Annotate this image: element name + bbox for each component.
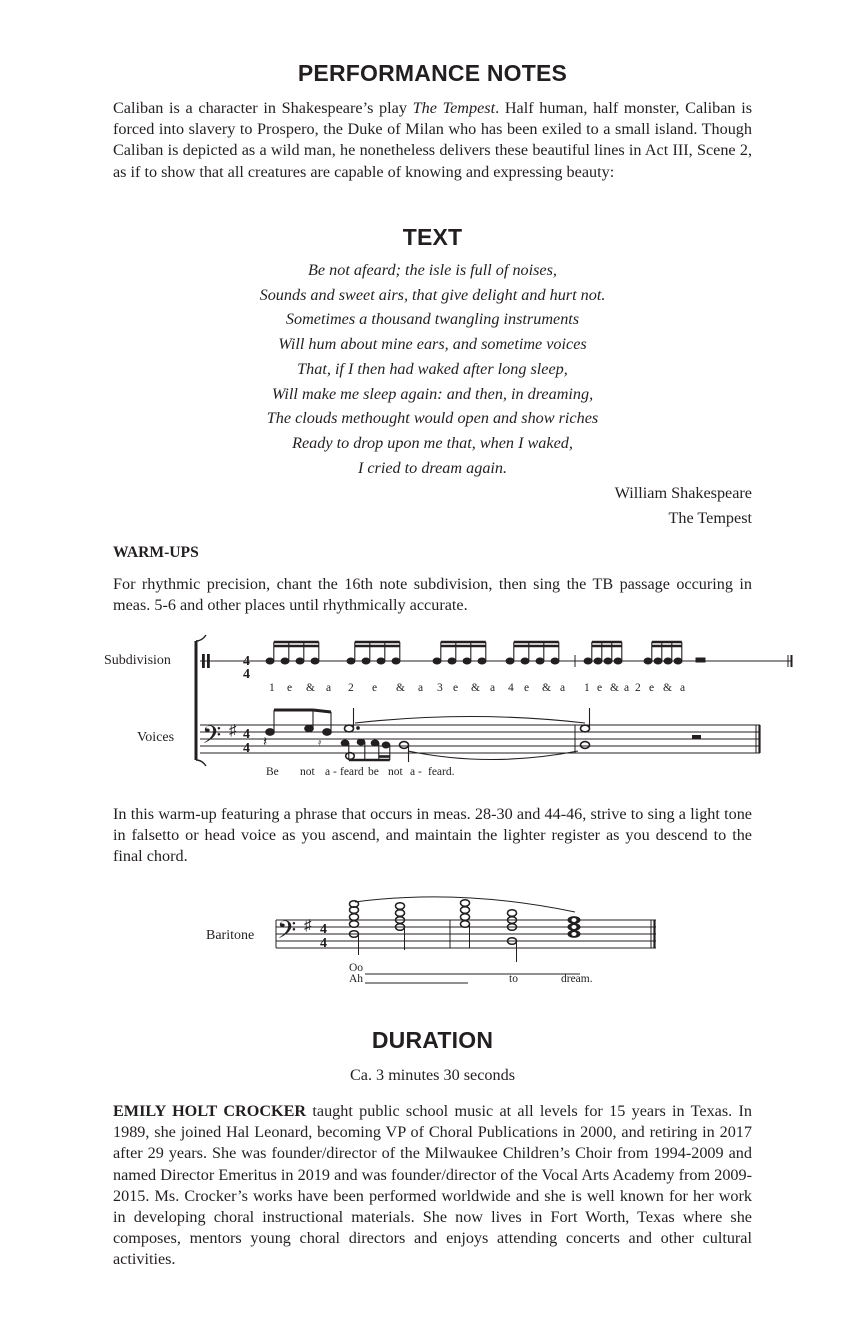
svg-text:𝄿: 𝄿 bbox=[318, 737, 322, 749]
sixteenth-note bbox=[433, 658, 441, 664]
count-syllable: e bbox=[287, 682, 293, 694]
count-syllable: a bbox=[418, 682, 424, 694]
duration-value: Ca. 3 minutes 30 seconds bbox=[349, 1066, 515, 1084]
count-syllable: & bbox=[471, 682, 480, 694]
poem-line: I cried to dream again. bbox=[357, 458, 508, 477]
text-heading: TEXT bbox=[402, 224, 463, 250]
svg-text:4: 4 bbox=[243, 654, 250, 669]
svg-text:𝄢: 𝄢 bbox=[277, 917, 297, 950]
lyric-to: to bbox=[509, 973, 518, 985]
duration-heading: DURATION bbox=[371, 1027, 494, 1053]
staff-label-voices: Voices bbox=[137, 730, 175, 745]
svg-text:4: 4 bbox=[320, 922, 327, 937]
svg-text:4: 4 bbox=[320, 936, 327, 951]
sixteenth-note bbox=[266, 658, 274, 664]
count-syllable: a bbox=[326, 682, 332, 694]
performance-notes-heading: PERFORMANCE NOTES bbox=[297, 60, 568, 86]
lyric-syllable: not bbox=[300, 766, 315, 778]
count-syllable: & bbox=[542, 682, 551, 694]
sixteenth-note bbox=[614, 658, 622, 664]
count-syllable: e bbox=[649, 682, 655, 694]
warmup-score-2 bbox=[0, 890, 864, 990]
sixteenth-note bbox=[521, 658, 529, 664]
count-syllable: a bbox=[490, 682, 496, 694]
count-syllable: a bbox=[680, 682, 686, 694]
lyric-dream: dream. bbox=[561, 973, 593, 985]
sixteenth-note bbox=[594, 658, 602, 664]
poem-line: The clouds methought would open and show riches bbox=[266, 409, 599, 428]
count-syllable: & bbox=[610, 682, 619, 694]
staff-label-baritone: Baritone bbox=[206, 928, 255, 943]
count-syllable: 4 bbox=[508, 682, 514, 694]
sixteenth-note bbox=[347, 658, 355, 664]
svg-text:4: 4 bbox=[243, 727, 250, 742]
play-title: The Tempest bbox=[412, 99, 496, 117]
warmups-heading: WARM-UPS bbox=[113, 544, 199, 561]
lyric-syllable: Be bbox=[266, 766, 279, 778]
count-syllable: a bbox=[560, 682, 566, 694]
bio-name: EMILY HOLT CROCKER bbox=[113, 1102, 307, 1120]
svg-text:4: 4 bbox=[243, 667, 250, 682]
sixteenth-note bbox=[674, 658, 682, 664]
lyric-syllable: feard bbox=[340, 766, 364, 778]
svg-text:4: 4 bbox=[243, 741, 250, 756]
sixteenth-note bbox=[478, 658, 486, 664]
sixteenth-note bbox=[281, 658, 289, 664]
sixteenth-note bbox=[296, 658, 304, 664]
svg-text:𝄢: 𝄢 bbox=[202, 722, 222, 755]
lyric-syllable: a - bbox=[410, 766, 422, 778]
staff-label-subdivision: Subdivision bbox=[104, 653, 171, 668]
sixteenth-note bbox=[392, 658, 400, 664]
lyric-syllable: not bbox=[388, 766, 403, 778]
count-syllable: 2 bbox=[635, 682, 641, 694]
bio-paragraph bbox=[113, 1101, 752, 1271]
poem-line: Will hum about mine ears, and sometime voices bbox=[278, 335, 587, 354]
count-syllable: e bbox=[372, 682, 378, 694]
sixteenth-note bbox=[644, 658, 652, 664]
intro-text-part2: . Half human, half monster, Caliban is forced into slavery to Prospero, the Duke of Milan who has been exiled to a small island. Though Caliban is depicted as a wild man, he nonetheless delivers these beautiful lines in Act III, Scene 2, as if to show that all creatures are capable of knowing and expressing beauty: bbox=[113, 99, 752, 181]
count-syllable: & bbox=[663, 682, 672, 694]
poem-source: The Tempest bbox=[668, 509, 752, 527]
sixteenth-note bbox=[362, 658, 370, 664]
count-syllable: 2 bbox=[348, 682, 354, 694]
sixteenth-note bbox=[536, 658, 544, 664]
warmup-instruction-2: In this warm-up featuring a phrase that occurs in meas. 28-30 and 44-46, strive to sing a light tone in falsetto or head voice as you ascend, and maintain the lighter register as you descend to the final chord. bbox=[113, 805, 752, 866]
sixteenth-note bbox=[506, 658, 514, 664]
poem bbox=[113, 258, 752, 480]
poem-line: Ready to drop upon me that, when I waked, bbox=[292, 433, 573, 452]
poem-line: That, if I then had waked after long sleep, bbox=[297, 359, 568, 378]
half-rest bbox=[696, 658, 705, 662]
lyric-oo: Oo bbox=[349, 962, 364, 974]
sixteenth-note bbox=[377, 658, 385, 664]
svg-text:𝄽: 𝄽 bbox=[263, 735, 268, 750]
svg-text:♯: ♯ bbox=[229, 723, 237, 739]
count-syllable: 3 bbox=[437, 682, 443, 694]
sixteenth-note bbox=[448, 658, 456, 664]
count-syllable: 1 bbox=[584, 682, 590, 694]
count-syllable: e bbox=[597, 682, 603, 694]
sixteenth-note bbox=[311, 658, 319, 664]
count-syllable: & bbox=[306, 682, 315, 694]
lyric-syllable: feard. bbox=[428, 766, 455, 778]
bio-text: taught public school music at all levels for 15 years in Texas. In 1989, she joined Hal Leonard, becoming VP of Choral Publications in 2000, and retiring in 2017 after 29 years. She was founder/director of the Milwaukee Children’s Choir from 1994-2009 and named Director Emeritus in 2019 and was founder/director of the Vocal Arts Academy from 2009-2015. Ms. Crocker’s works have been performed worldwide and she is well known for her work in developing choral instructional materials. She now lives in Fort Worth, Texas where she composes, mentors young choral directors and enjoys attending concerts and other cultural activities. bbox=[113, 1102, 752, 1269]
sixteenth-note bbox=[551, 658, 559, 664]
count-syllable: e bbox=[524, 682, 530, 694]
poem-author: William Shakespeare bbox=[614, 484, 752, 502]
lyric-syllable: a - bbox=[325, 766, 337, 778]
sixteenth-note bbox=[604, 658, 612, 664]
count-syllable: e bbox=[453, 682, 459, 694]
poem-line: Sometimes a thousand twangling instruments bbox=[285, 310, 580, 329]
lyric-ah: Ah bbox=[349, 973, 364, 985]
intro-paragraph bbox=[113, 98, 752, 183]
count-syllable: & bbox=[396, 682, 405, 694]
warmup-instruction-1: For rhythmic precision, chant the 16th note subdivision, then sing the TB passage occuring in meas. 5-6 and other places until rhythmically accurate. bbox=[113, 575, 752, 615]
poem-line: Be not afeard; the isle is full of noises, bbox=[308, 261, 557, 279]
intro-text-part1: Caliban is a character in Shakespeare’s play bbox=[113, 99, 413, 117]
lyric-syllable: be bbox=[368, 766, 379, 778]
sixteenth-note bbox=[664, 658, 672, 664]
poem-line: Sounds and sweet airs, that give delight and hurt not. bbox=[259, 285, 606, 304]
sixteenth-note bbox=[463, 658, 471, 664]
count-syllable: 1 bbox=[269, 682, 275, 694]
svg-text:♯: ♯ bbox=[304, 918, 312, 934]
sixteenth-note bbox=[584, 658, 592, 664]
poem-line: Will make me sleep again: and then, in dreaming, bbox=[271, 384, 594, 403]
sixteenth-note bbox=[654, 658, 662, 664]
count-syllable: a bbox=[624, 682, 630, 694]
